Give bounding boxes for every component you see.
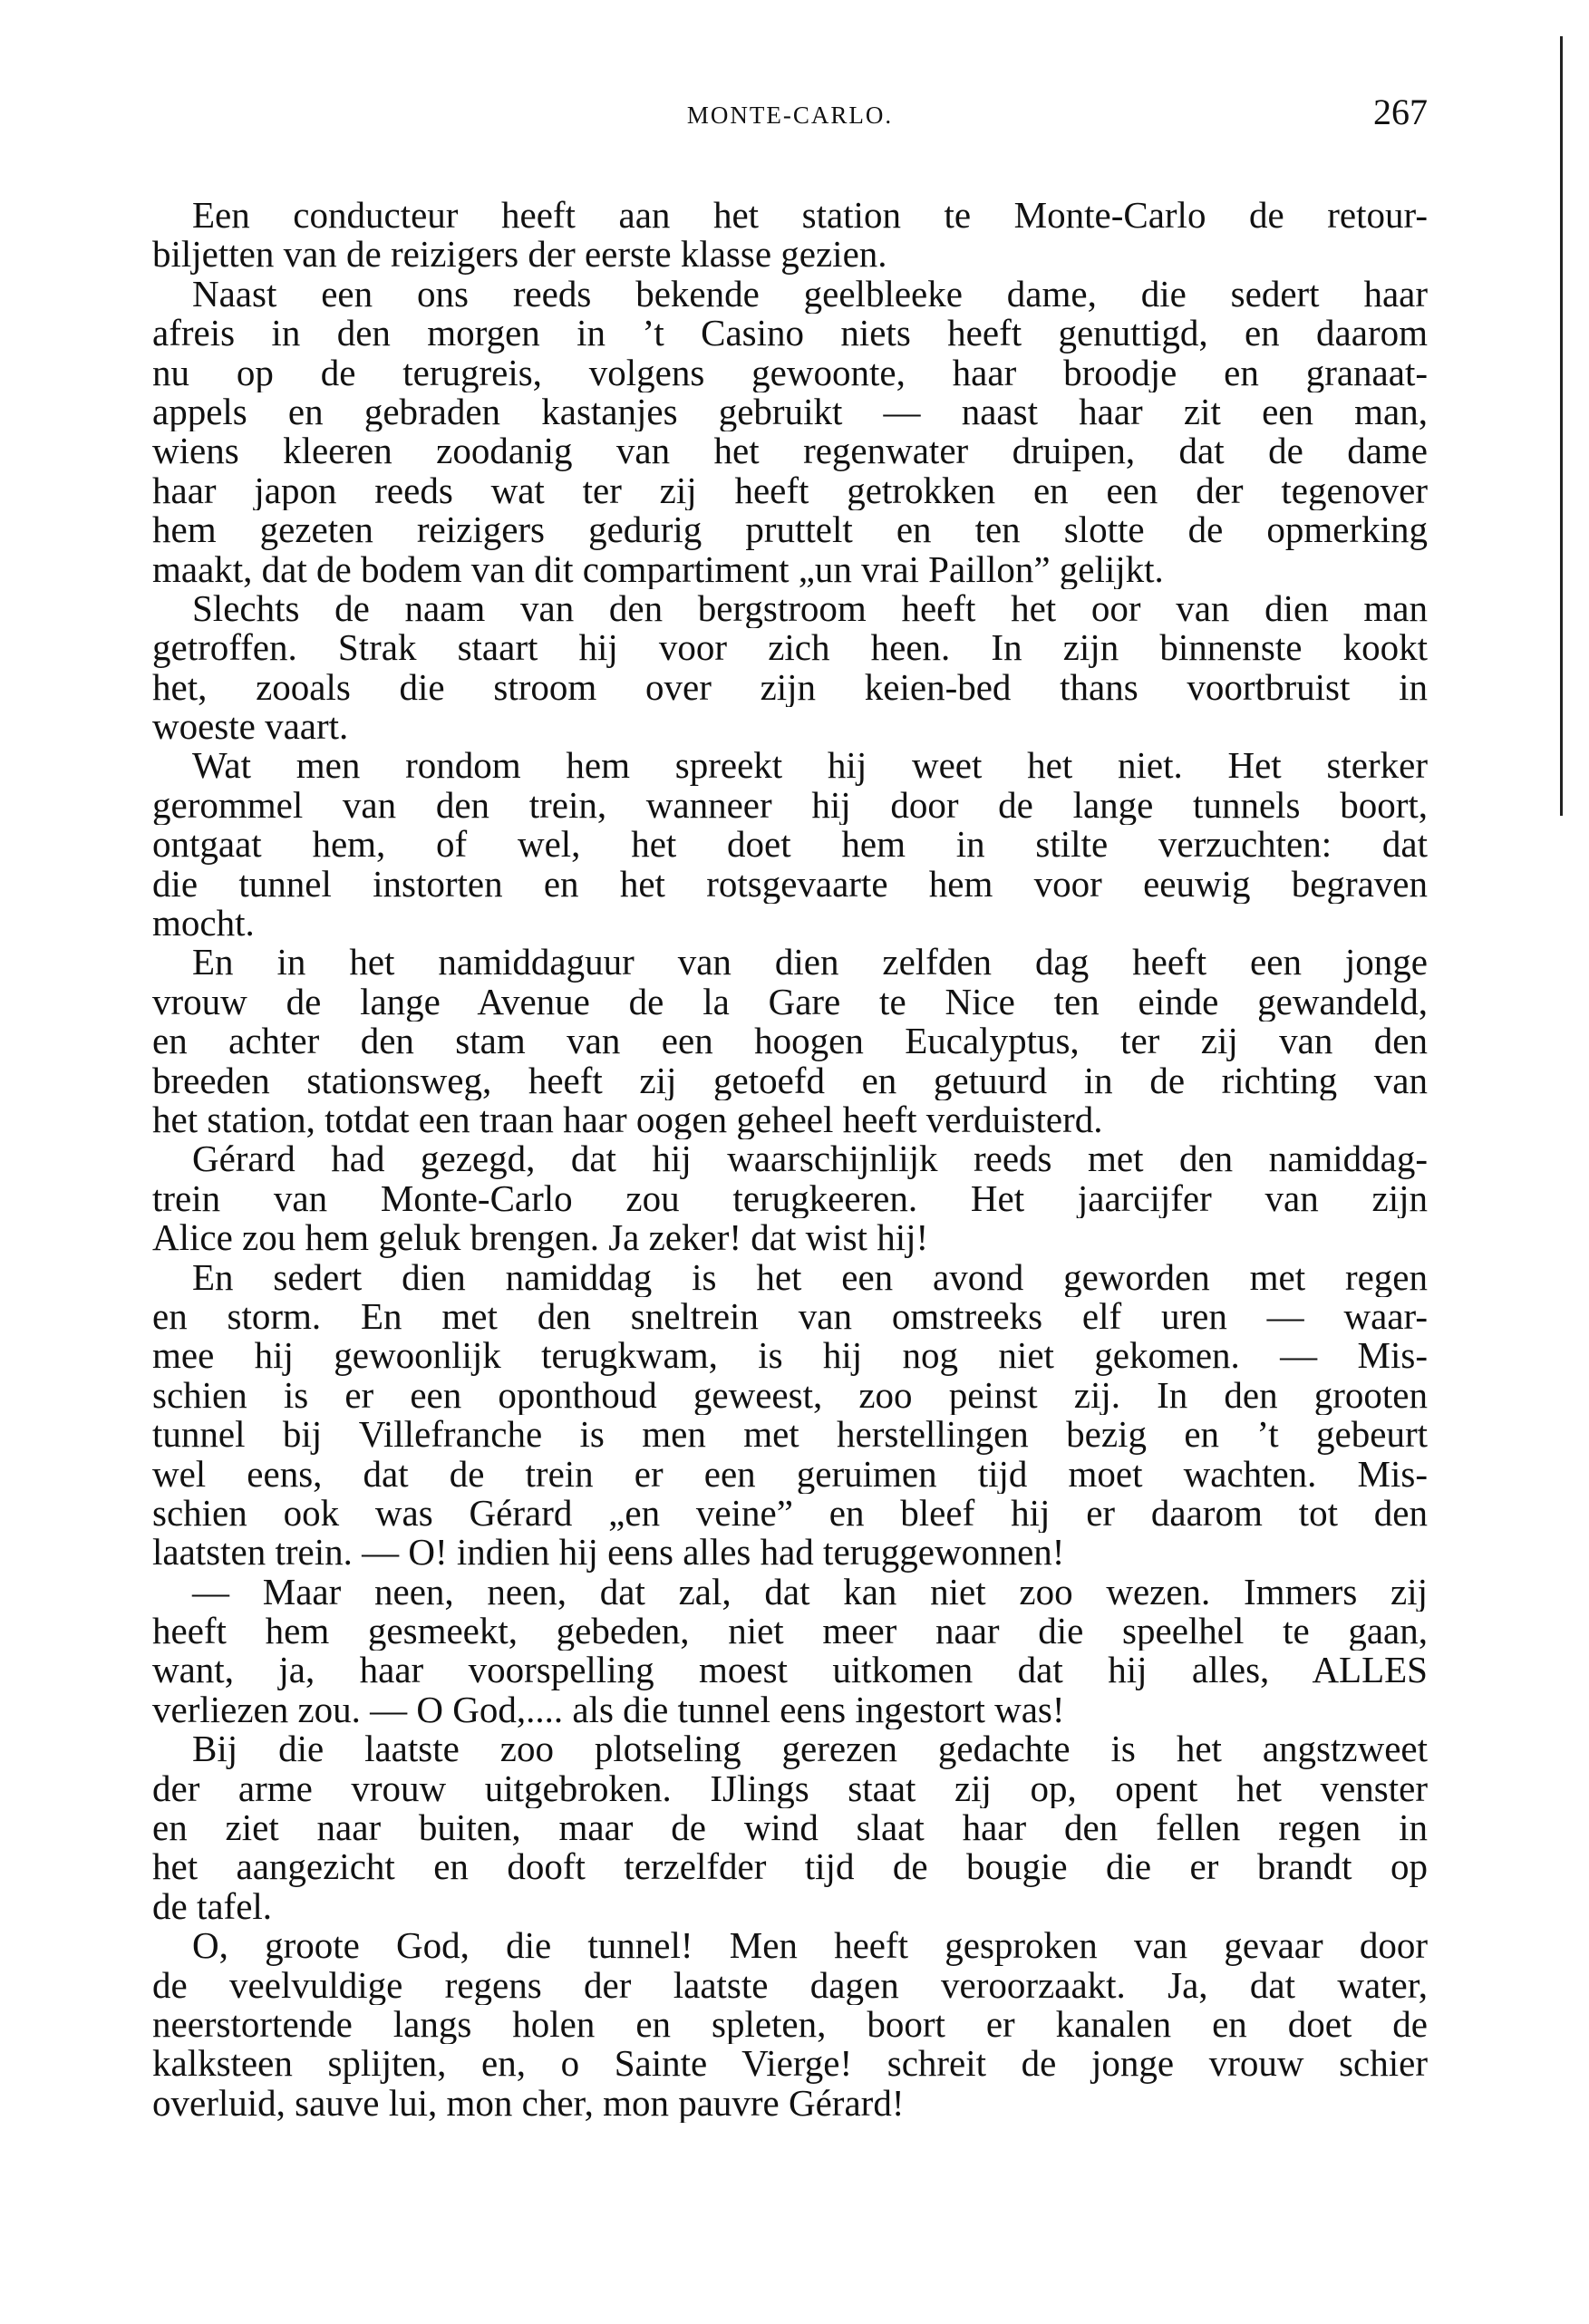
text-line: En in het namiddaguur van dien zelfden dag heeft een jonge (192, 943, 1428, 983)
text-line: hem gezeten reizigers gedurig pruttelt en ten slotte de opmerking (152, 510, 1428, 550)
paragraph (152, 1139, 1428, 1257)
paragraph (152, 1573, 1428, 1730)
paragraph (152, 1926, 1428, 2123)
page-number: 267 (1373, 92, 1428, 132)
paragraph (152, 1258, 1428, 1573)
text-line: ontgaat hem, of wel, het doet hem in stilte verzuchten: dat (152, 825, 1428, 865)
text-line: maakt, dat de bodem van dit compartiment „un vrai Paillon” gelijkt. (152, 549, 1164, 589)
running-title: MONTE-CARLO. (686, 102, 894, 129)
paragraph (152, 943, 1428, 1139)
text-line: en storm. En met den sneltrein van omstreeks elf uren — waar- (152, 1296, 1428, 1337)
text-line: breeden stationsweg, heeft zij getoefd en getuurd in de richting van (152, 1060, 1428, 1100)
text-line: trein van Monte-Carlo zou terugkeeren. Het jaarcijfer van zijn (152, 1178, 1428, 1219)
text-line: woeste vaart. (152, 707, 349, 747)
text-line: En sedert dien namiddag is het een avond geworden met regen (192, 1257, 1428, 1297)
text-line: Naast een ons reeds bekende geelbleeke dame, die sedert haar (192, 274, 1428, 315)
text-line: wiens kleeren zoodanig van het regenwater druipen, dat de dame (152, 431, 1428, 471)
paragraph (152, 196, 1428, 275)
text-line: mocht. (152, 904, 255, 944)
text-line: die tunnel instorten en het rotsgevaarte hem voor eeuwig begraven (152, 864, 1428, 905)
text-line: — Maar neen, neen, dat zal, dat kan niet zoo wezen. Immers zij (192, 1572, 1428, 1612)
text-line: schien ook was Gérard „en veine” en bleef hij er daarom tot den (152, 1493, 1428, 1534)
text-line: Slechts de naam van den bergstroom heeft het oor van dien man (192, 588, 1428, 629)
text-line: het station, totdat een traan haar oogen geheel heeft verduisterd. (152, 1099, 1103, 1140)
text-line: wel eens, dat de trein er een geruimen tijd moet wachten. Mis- (152, 1454, 1428, 1494)
text-line: het, zooals die stroom over zijn keien-bed thans voortbruist in (152, 667, 1428, 708)
text-line: heeft hem gesmeekt, gebeden, niet meer naar die speelhel te gaan, (152, 1612, 1428, 1651)
text-line: afreis in den morgen in ’t Casino niets heeft genuttigd, en daarom (152, 314, 1428, 353)
text-line: het aangezicht en dooft terzelfder tijd de bougie die er brandt op (152, 1847, 1428, 1887)
text-line: Wat men rondom hem spreekt hij weet het niet. Het sterker (192, 746, 1428, 786)
text-line: getroffen. Strak staart hij voor zich heen. In zijn binnenste kookt (152, 628, 1428, 668)
text-line: want, ja, haar voorspelling moest uitkomen dat hij alles, ALLES (152, 1651, 1428, 1690)
text-line: en ziet naar buiten, maar de wind slaat haar den fellen regen in (152, 1808, 1428, 1848)
paragraph (152, 746, 1428, 943)
text-line: de veelvuldige regens der laatste dagen veroorzaakt. Ja, dat water, (152, 1965, 1428, 2005)
text-line: nu op de terugreis, volgens gewoonte, haar broodje en granaat- (152, 353, 1428, 392)
text-line: vrouw de lange Avenue de la Gare te Nice ten einde gewandeld, (152, 982, 1428, 1022)
text-line: neerstortende langs holen en spleten, boort er kanalen en doet de (152, 2004, 1428, 2045)
text-line: Gérard had gezegd, dat hij waarschijnlijk reeds met den namiddag- (192, 1139, 1428, 1179)
text-line: haar japon reeds wat ter zij heeft getrokken en een der tegenover (152, 470, 1428, 511)
text-line: tunnel bij Villefranche is men met herstellingen bezig en ’t gebeurt (152, 1415, 1428, 1455)
text-line: Bij die laatste zoo plotseling gerezen gedachte is het angstzweet (192, 1729, 1428, 1769)
text-line: laatsten trein. — O! indien hij eens alles had teruggewonnen! (152, 1533, 1065, 1573)
scan-border (1560, 36, 1563, 816)
text-line: kalksteen splijten, en, o Sainte Vierge! schreit de jonge vrouw schier (152, 2044, 1428, 2084)
body-text (152, 196, 1428, 2123)
text-line: der arme vrouw uitgebroken. IJlings staat zij op, opent het venster (152, 1768, 1428, 1809)
paragraph (152, 275, 1428, 589)
text-line: Alice zou hem geluk brengen. Ja zeker! dat wist hij! (152, 1218, 929, 1258)
text-line: mee hij gewoonlijk terugkwam, is hij nog niet gekomen. — Mis- (152, 1336, 1428, 1376)
text-line: en achter den stam van een hoogen Eucalyptus, ter zij van den (152, 1022, 1428, 1061)
text-line: Een conducteur heeft aan het station te Monte-Carlo de retour- (192, 196, 1428, 236)
text-line: overluid, sauve lui, mon cher, mon pauvre Gérard! (152, 2083, 905, 2124)
text-line: schien is er een oponthoud geweest, zoo peinst zij. In den grooten (152, 1375, 1428, 1416)
page-header (152, 91, 1428, 136)
text-line: verliezen zou. — O God,.... als die tunnel eens ingestort was! (152, 1690, 1065, 1730)
paragraph (152, 589, 1428, 747)
paragraph (152, 1729, 1428, 1926)
text-line: de tafel. (152, 1886, 273, 1927)
text-line: O, groote God, die tunnel! Men heeft gesproken van gevaar door (192, 1926, 1428, 1966)
text-line: gerommel van den trein, wanneer hij door de lange tunnels boort, (152, 785, 1428, 826)
text-line: appels en gebraden kastanjes gebruikt — naast haar zit een man, (152, 392, 1428, 432)
text-line: biljetten van de reizigers der eerste klasse gezien. (152, 235, 887, 275)
